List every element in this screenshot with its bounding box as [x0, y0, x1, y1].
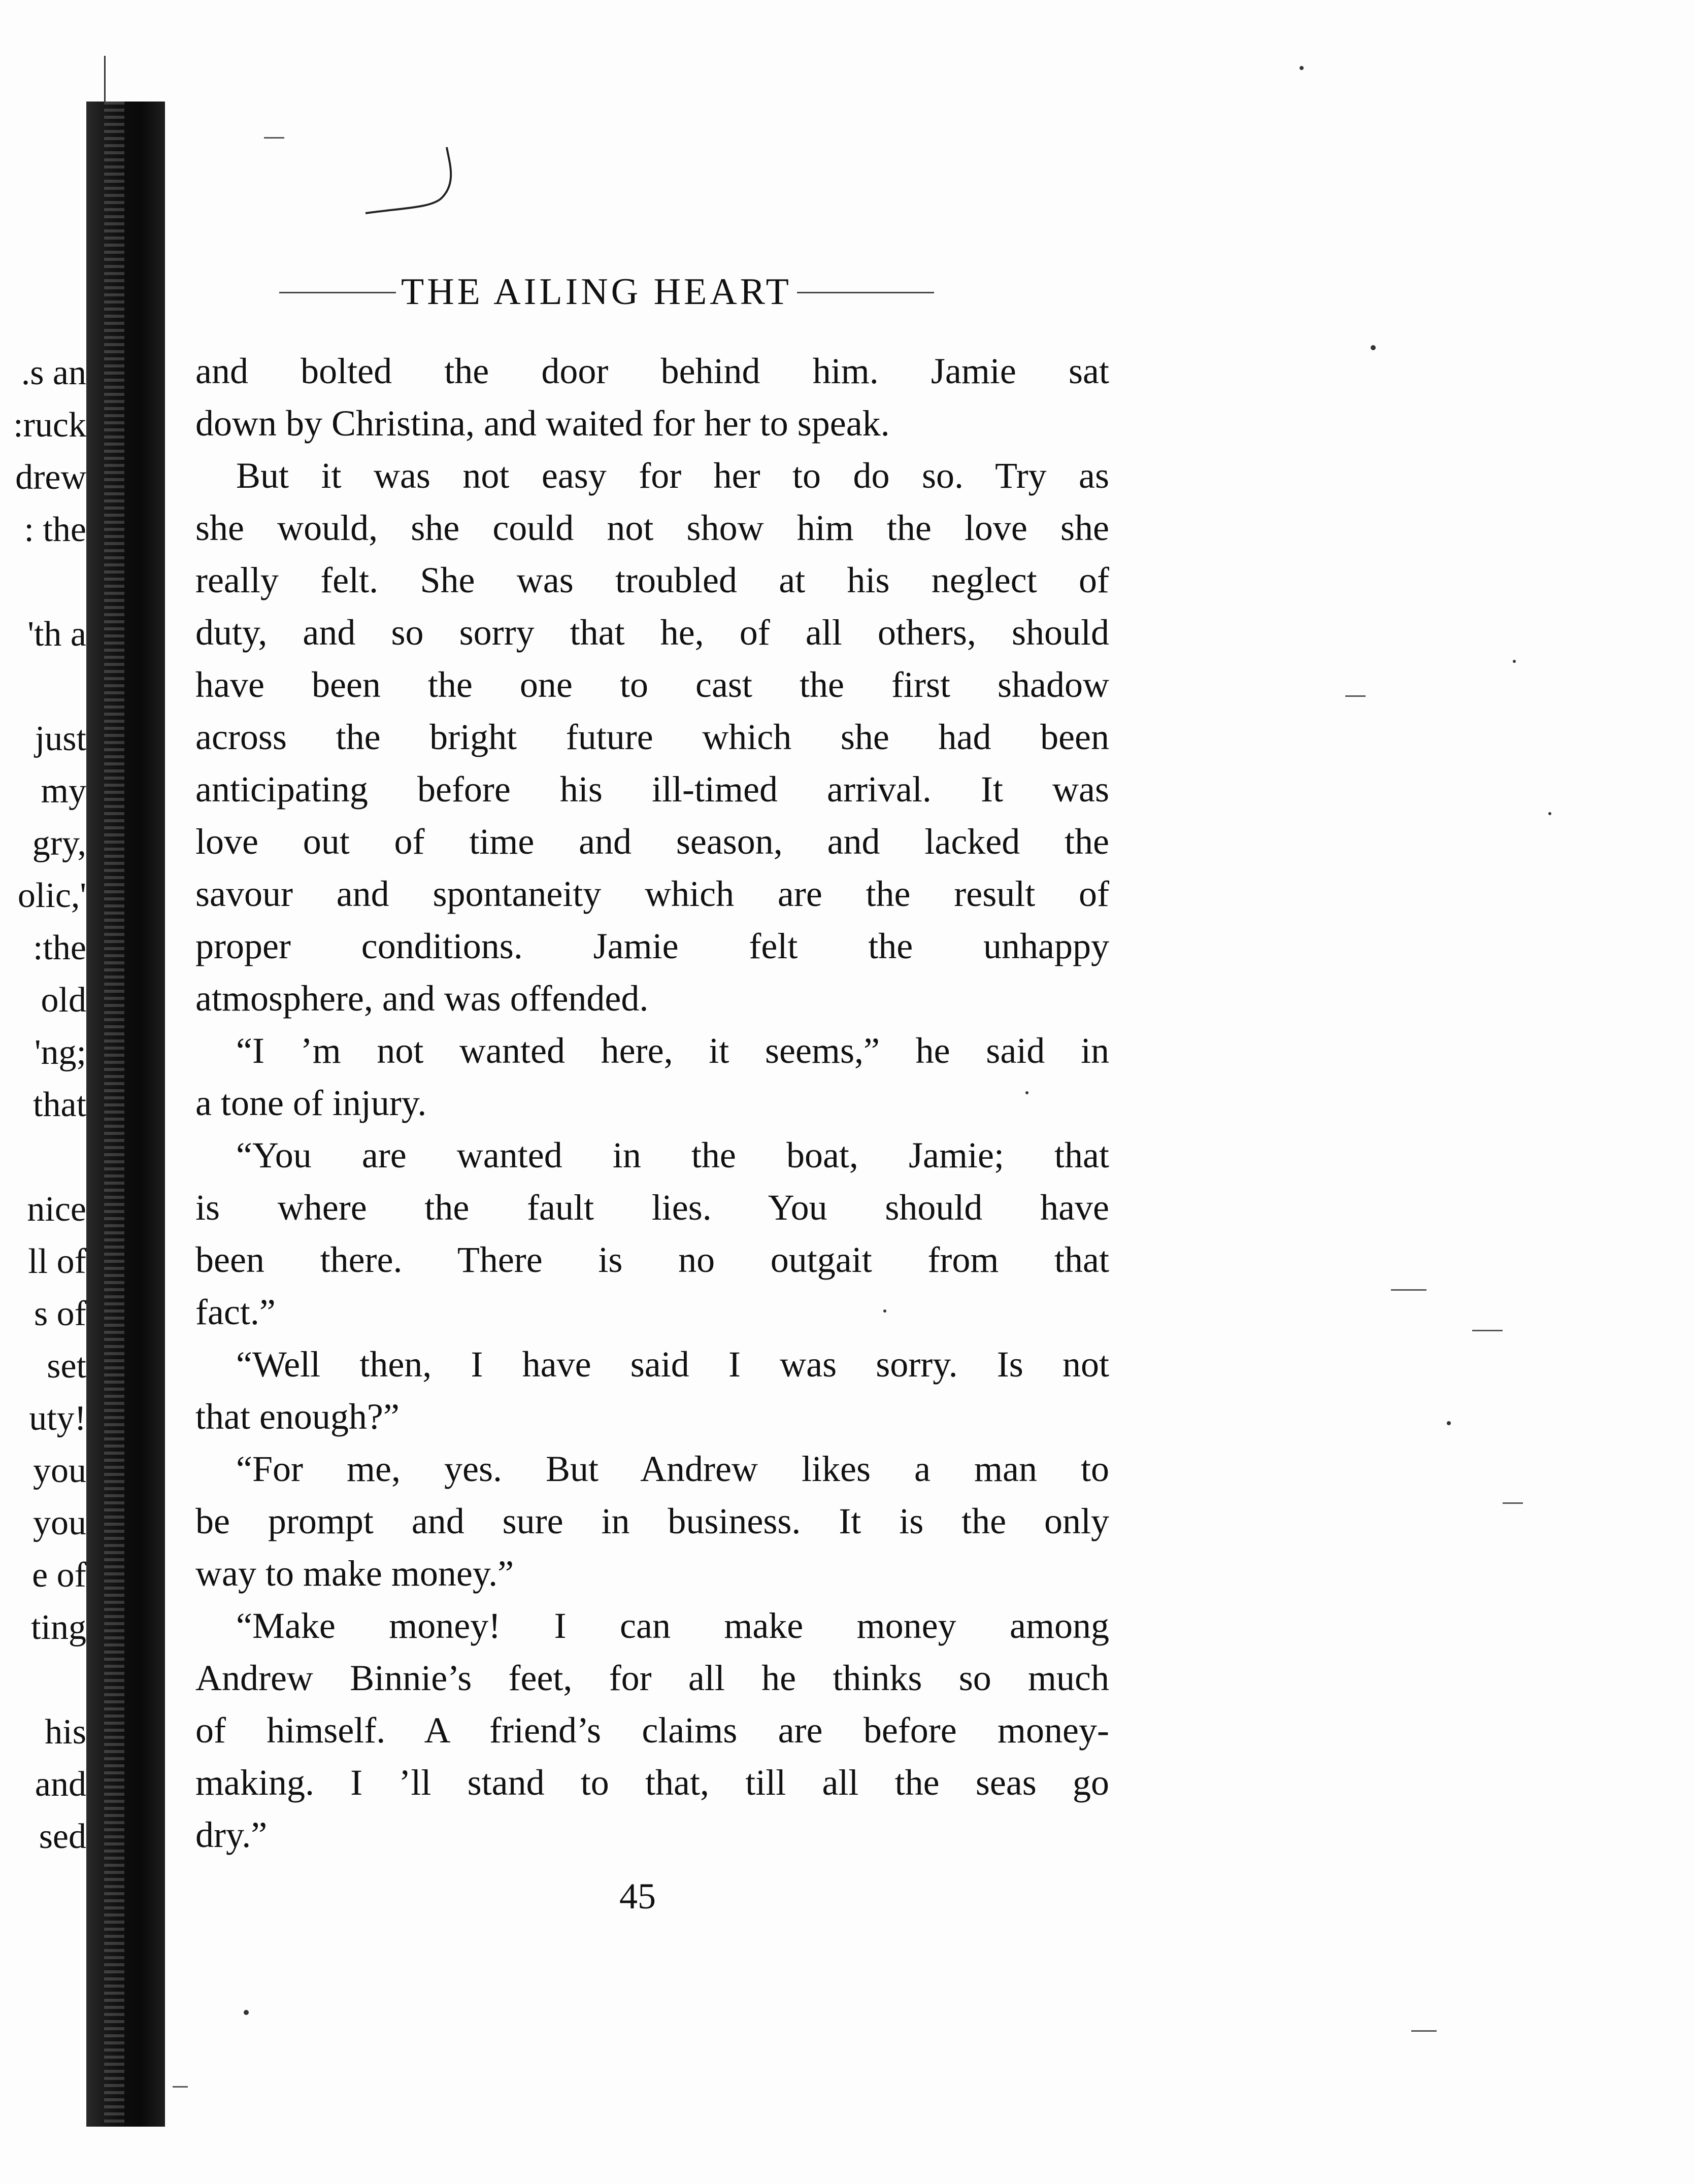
facing-page-word: ting — [31, 1608, 86, 1647]
facing-page-word: sed — [39, 1817, 86, 1856]
body-text — [195, 345, 1109, 1861]
text-line: way to make money.” — [195, 1553, 514, 1594]
facing-page-word: you — [33, 1503, 86, 1542]
text-line: Andrew Binnie’s feet, for all he thinks so much — [195, 1658, 1109, 1698]
text-line: a tone of injury. — [195, 1083, 427, 1123]
binding-edge-line — [104, 56, 106, 107]
text-line: proper conditions. Jamie felt the unhappy — [195, 926, 1109, 966]
scan-dash — [1391, 1289, 1426, 1291]
facing-page-word: gry, — [32, 824, 86, 863]
text-line: really felt. She was troubled at his neglect of — [195, 560, 1109, 600]
scan-speck — [883, 1309, 886, 1313]
text-line: But it was not easy for her to do so. Try as — [236, 455, 1109, 496]
facing-page-word: his — [45, 1712, 86, 1752]
running-head — [279, 269, 934, 315]
facing-page-word: :the — [33, 928, 86, 967]
scan-dash — [1472, 1330, 1503, 1331]
text-line: duty, and so sorry that he, of all others, should — [195, 612, 1109, 653]
text-line: anticipating before his ill-timed arrival. It was — [195, 769, 1109, 810]
scan-dash — [1345, 695, 1366, 697]
scan-dash — [1503, 1502, 1523, 1504]
facing-page-word: that — [33, 1085, 86, 1124]
facing-page-word: my — [41, 771, 86, 811]
facing-page-word: old — [41, 981, 86, 1020]
running-head-title: THE AILING HEART — [396, 269, 797, 315]
text-line: of himself. A friend’s claims are before money- — [195, 1710, 1109, 1751]
scan-speck — [1447, 1421, 1451, 1425]
text-line: and bolted the door behind him. Jamie sat — [195, 351, 1109, 391]
text-line: “I ’m not wanted here, it seems,” he said in — [236, 1030, 1109, 1071]
text-line: is where the fault lies. You should have — [195, 1187, 1109, 1228]
text-line: be prompt and sure in business. It is the only — [195, 1501, 1109, 1541]
facing-page-word: set — [47, 1347, 86, 1386]
facing-page-word: olic,' — [17, 876, 86, 915]
text-line: atmosphere, and was offended. — [195, 978, 649, 1019]
facing-page-word: :ruck — [13, 406, 86, 445]
text-line: “You are wanted in the boat, Jamie; that — [236, 1135, 1109, 1175]
text-line: she would, she could not show him the love she — [195, 508, 1109, 548]
facing-page-word: uty! — [29, 1399, 86, 1438]
scan-dash — [264, 137, 284, 139]
book-gutter-shadow — [86, 102, 165, 2127]
facing-page-word: just — [35, 719, 86, 758]
text-line: love out of time and season, and lacked the — [195, 821, 1109, 862]
facing-page-word: drew — [15, 458, 86, 497]
text-line: “Well then, I have said I was sorry. Is not — [236, 1344, 1109, 1385]
text-line: across the bright future which she had been — [195, 717, 1109, 757]
scan-speck — [1513, 660, 1516, 663]
facing-page-word: .s an — [21, 353, 86, 392]
text-line: making. I ’ll stand to that, till all the seas go — [195, 1762, 1109, 1803]
text-line: have been the one to cast the first shadow — [195, 664, 1109, 705]
text-line: savour and spontaneity which are the result of — [195, 873, 1109, 914]
scan-speck — [1371, 345, 1376, 350]
facing-page-word: and — [35, 1765, 86, 1804]
text-line: dry.” — [195, 1815, 268, 1855]
page-number: 45 — [619, 1876, 656, 1917]
facing-page-word: nice — [27, 1190, 86, 1229]
scan-speck — [1548, 812, 1551, 815]
text-line: fact.” — [195, 1292, 276, 1332]
facing-page-word: e of — [32, 1556, 86, 1595]
facing-page-word: ll of — [28, 1242, 86, 1281]
text-line: been there. There is no outgait from that — [195, 1239, 1109, 1280]
text-line: that enough?” — [195, 1396, 400, 1437]
scan-speck — [1025, 1091, 1028, 1094]
scan-dash — [173, 2086, 188, 2088]
facing-page-word: s of — [34, 1294, 86, 1333]
text-line: down by Christina, and waited for her to speak. — [195, 403, 890, 444]
text-line: “For me, yes. But Andrew likes a man to — [236, 1449, 1109, 1489]
facing-page-word: 'ng; — [34, 1033, 86, 1072]
text-line: “Make money! I can make money among — [236, 1605, 1109, 1646]
scan-speck — [244, 2010, 249, 2015]
facing-page-word: 'th a — [27, 615, 86, 654]
facing-page-word: : the — [24, 510, 86, 549]
scan-dash — [1411, 2030, 1437, 2032]
scan-speck — [1300, 66, 1304, 70]
book-gutter-texture — [104, 102, 124, 2127]
pen-mark-icon — [355, 142, 467, 223]
facing-page-word: you — [33, 1451, 86, 1490]
